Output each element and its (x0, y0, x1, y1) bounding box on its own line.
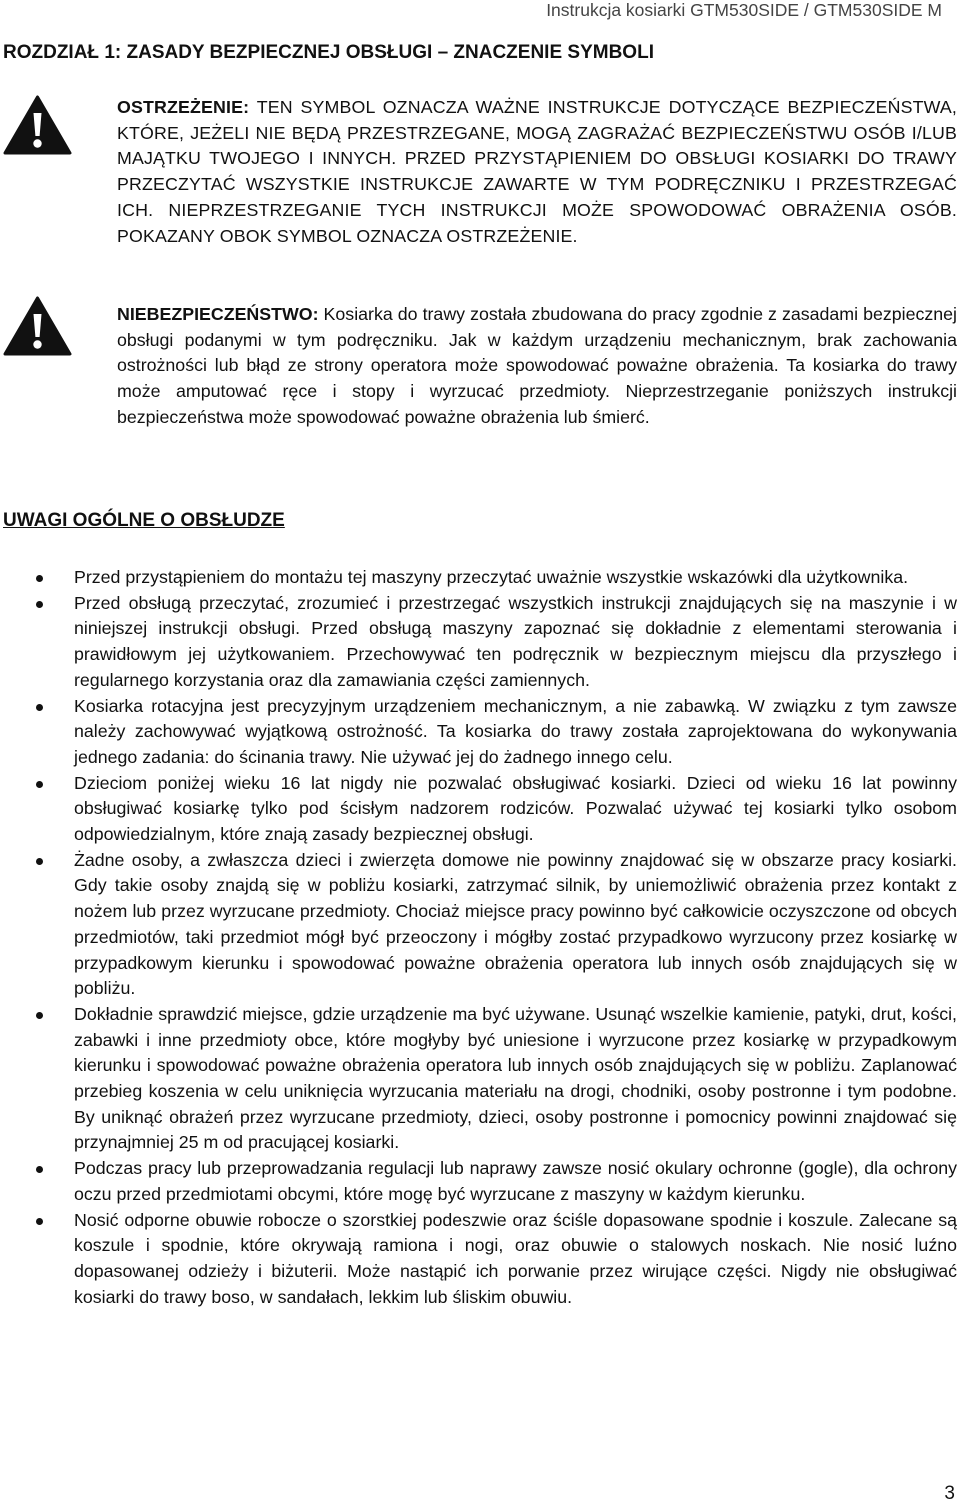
warning-paragraph (117, 95, 957, 249)
bullet-icon (36, 1166, 43, 1173)
list-item (0, 591, 957, 694)
list-item-text: Przed obsługą przeczytać, zrozumieć i przestrzegać wszystkich instrukcji znajdujących się na maszynie i w niniejszej instrukcji obsługi. Przed obsługą maszyny zapoznać się dokładnie z elementami sterowania i prawidłowym jej użytkowaniem. Przechowywać ten podręcznik w bezpiecznym miejscu dla przyszłego i regularnego korzystania oraz dla zamawiania części zamiennych. (74, 592, 957, 690)
bullet-icon (36, 1218, 43, 1225)
warning-lead: OSTRZEŻENIE: (117, 97, 250, 117)
warning-triangle-graphic (3, 95, 72, 155)
list-item (0, 694, 957, 771)
running-header: Instrukcja kosiarki GTM530SIDE / GTM530SIDE M (546, 0, 942, 20)
list-item-text: Żadne osoby, a zwłaszcza dzieci i zwierzęta domowe nie powinny znajdować się w obszarze pracy kosiarki. Gdy takie osoby znajdą się w pobliżu kosiarki, zatrzymać silnik, by uniemożliwić obrażenia przez kontakt z nożem lub przez wyrzucane przedmioty. Chociaż miejsce pracy powinno być całkowicie oczyszczone od obcych przedmiotów, taki przedmiot mógł być przeoczony i mógłby zostać przypadkowo wyrzucony przez kosiarkę w przypadkowym kierunku i spowodować poważne obrażenia operatora lub innych osób znajdujących się w pobliżu. (74, 849, 957, 999)
list-item-text: Nosić odporne obuwie robocze o szorstkiej podeszwie oraz ściśle dopasowane spodnie i koszule. Zalecane są koszule i spodnie, które okrywają ramiona i nogi, oraz obuwie o stalowych noskach. Nie nosić luźno dopasowanej odzieży i biżuterii. Może nastąpić ich porwanie przez wirujące części. Nigdy nie obsługiwać kosiarki do trawy boso, w sandałach, lekkim lub śliskim obuwiu. (74, 1209, 957, 1307)
bullet-icon (36, 781, 43, 788)
list-item-text: Kosiarka rotacyjna jest precyzyjnym urządzeniem mechanicznym, a nie zabawką. W związku z tym zawsze należy zachowywać wyjątkową ostrożność. Ta kosiarka do trawy została zaprojektowana do wykonywania jednego zadania: do ścinania trawy. Nie używać jej do żadnego innego celu. (74, 695, 957, 767)
page-number: 3 (944, 1483, 955, 1504)
list-item (0, 1156, 957, 1207)
warning-text: TEN SYMBOL OZNACZA WAŻNE INSTRUKCJE DOTYCZĄCE BEZPIECZEŃSTWA, KTÓRE, JEŻELI NIE BĘDĄ PRZESTRZEGANE, MOGĄ ZAGRAŻAĆ BEZPIECZEŃSTWU OSÓB I/LUB MAJĄTKU TWOJEGO I INNYCH. PRZED PRZYSTĄPIENIEM DO OBSŁUGI KOSIARKI DO TRAWY PRZECZYTAĆ WSZYSTKIE INSTRUKCJE ZAWARTE W TYM PODRĘCZNIKU I PRZESTRZEGAĆ ICH. NIEPRZESTRZEGANIE TYCH INSTRUKCJI MOŻE SPOWODOWAĆ OBRAŻENIA OSÓB. POKAZANY OBOK SYMBOL OZNACZA OSTRZEŻENIE. (117, 97, 957, 246)
danger-triangle-icon (3, 296, 72, 356)
list-item-text: Dokładnie sprawdzić miejsce, gdzie urządzenie ma być używane. Usunąć wszelkie kamienie, patyki, drut, kości, zabawki i inne przedmioty obce, które mogłyby być uniesione i wyrzucone przez kosiarkę w przypadkowym kierunku i spowodować poważne obrażenia operatora lub innych osób znajdujących się w pobliżu. Zaplanować przebieg koszenia w celu uniknięcia wyrzucania materiału na drogi, chodniki, osoby postronne i tym podobne. By uniknąć obrażeń przez wyrzucane przedmioty, dzieci, osoby postronne i pomocnicy powinni znajdować się przynajmniej 25 m od pracującej kosiarki. (74, 1003, 957, 1153)
general-rules-list (0, 565, 957, 1310)
section-title: UWAGI OGÓLNE O OBSŁUDZE (3, 510, 285, 531)
chapter-title: ROZDZIAŁ 1: ZASADY BEZPIECZNEJ OBSŁUGI – ZNACZENIE SYMBOLI (3, 42, 654, 63)
bullet-icon (36, 601, 43, 608)
bullet-icon (36, 858, 43, 865)
list-item (0, 848, 957, 1002)
list-item (0, 1208, 957, 1311)
list-item-text: Podczas pracy lub przeprowadzania regulacji lub naprawy zawsze nosić okulary ochronne (gogle), dla ochrony oczu przed przedmiotami obcymi, które mogę być wyrzucane z maszyny w każdym kierunku. (74, 1158, 957, 1204)
list-item (0, 1002, 957, 1156)
list-item-text: Dzieciom poniżej wieku 16 lat nigdy nie pozwalać obsługiwać kosiarki. Dzieci od wieku 16 lat powinny obsługiwać kosiarkę tylko pod ścisłym nadzorem rodziców. Pozwalać używać tej kosiarki tylko osobom odpowiedzialnym, które znają zasady bezpiecznej obsługi. (74, 772, 957, 845)
danger-paragraph (117, 302, 957, 431)
warning-triangle-icon (3, 95, 72, 155)
danger-lead: NIEBEZPIECZEŃSTWO: (117, 304, 319, 324)
list-item-text: Przed przystąpieniem do montażu tej maszyny przeczytać uważnie wszystkie wskazówki dla użytkownika. (74, 567, 909, 587)
bullet-icon (36, 575, 43, 582)
bullet-icon (36, 1012, 43, 1019)
bullet-icon (36, 704, 43, 711)
list-item (0, 565, 957, 591)
list-item (0, 771, 957, 848)
danger-text: Kosiarka do trawy została zbudowana do pracy zgodnie z zasadami bezpiecznej obsługi podanymi w tym podręczniku. Jak w każdym urządzeniu mechanicznym, brak zachowania ostrożności lub błąd ze strony operatora może spowodować poważne obrażenia. Ta kosiarka do trawy może amputować ręce i stopy i wyrzucać przedmioty. Nieprzestrzeganie poniższych instrukcji bezpieczeństwa może spowodować poważne obrażenia lub śmierć. (117, 304, 957, 427)
danger-triangle-graphic (3, 296, 72, 356)
